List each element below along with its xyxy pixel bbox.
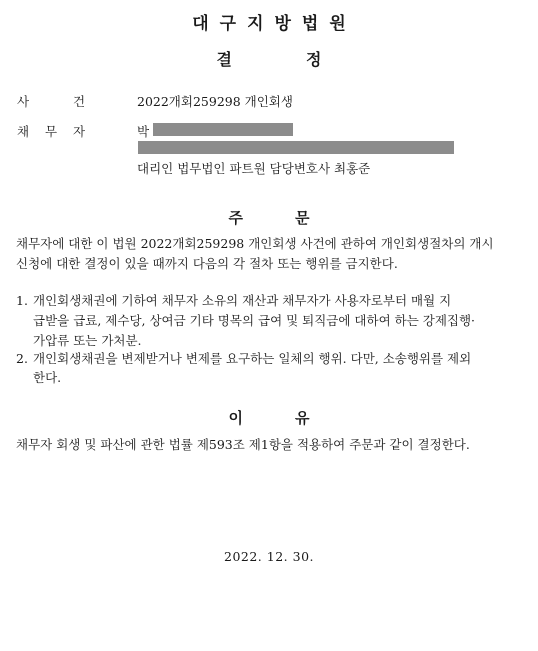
order-item-2-number: 2. (16, 351, 28, 366)
document-type-char-2: 정 (306, 50, 322, 69)
order-item-2-line-1: 개인회생채권을 변제받거나 변제를 요구하는 일체의 행위. 다만, 소송행위를 제외 (33, 351, 472, 366)
redacted-debtor-address (138, 141, 454, 154)
case-label-char-2: 건 (73, 94, 86, 109)
representative: 대리인 법무법인 파트원 담당변호사 최홍준 (137, 161, 371, 176)
order-item-1-line-2: 급받을 급료, 제수당, 상여금 기타 명목의 급여 및 퇴직금에 대하여 하는 강제집행· (33, 313, 476, 328)
order-item-1-line-1: 개인회생채권에 기하여 채무자 소유의 재산과 채무자가 사용자로부터 매월 지 (33, 293, 452, 308)
order-heading-char-2: 문 (295, 209, 310, 227)
debtor-label-char-2: 무 (45, 124, 58, 139)
court-name: 대구지방법원 (192, 14, 357, 34)
debtor-name-prefix: 박 (137, 124, 150, 139)
document-type-title (0, 47, 538, 70)
case-label-char-1: 사 (17, 94, 30, 109)
redacted-debtor-name (153, 123, 293, 136)
reason-heading-char-1: 이 (228, 409, 243, 427)
order-paragraph-line-1: 채무자에 대한 이 법원 2022개회259298 개인회생 사건에 관하여 개인회생절차의 개시 (16, 236, 494, 251)
order-heading-char-1: 주 (228, 209, 243, 227)
order-item-2-line-2: 한다. (33, 370, 62, 385)
reason-heading (0, 407, 538, 428)
decision-date: 2022. 12. 30. (224, 549, 314, 564)
case-number: 2022개회259298 개인회생 (137, 94, 293, 109)
debtor-label-char-3: 자 (73, 124, 86, 139)
order-item-1-line-3: 가압류 또는 가처분. (33, 333, 142, 348)
order-item-1-number: 1. (16, 293, 28, 308)
reason-heading-char-2: 유 (295, 409, 310, 427)
order-heading (0, 207, 538, 228)
debtor-label-char-1: 채 (17, 124, 30, 139)
document-type-char-1: 결 (216, 50, 232, 69)
order-paragraph-line-2: 신청에 대한 결정이 있을 때까지 다음의 각 절차 또는 행위를 금지한다. (16, 256, 398, 271)
reason-text: 채무자 회생 및 파산에 관한 법률 제593조 제1항을 적용하여 주문과 같이 결정한다. (16, 437, 470, 452)
